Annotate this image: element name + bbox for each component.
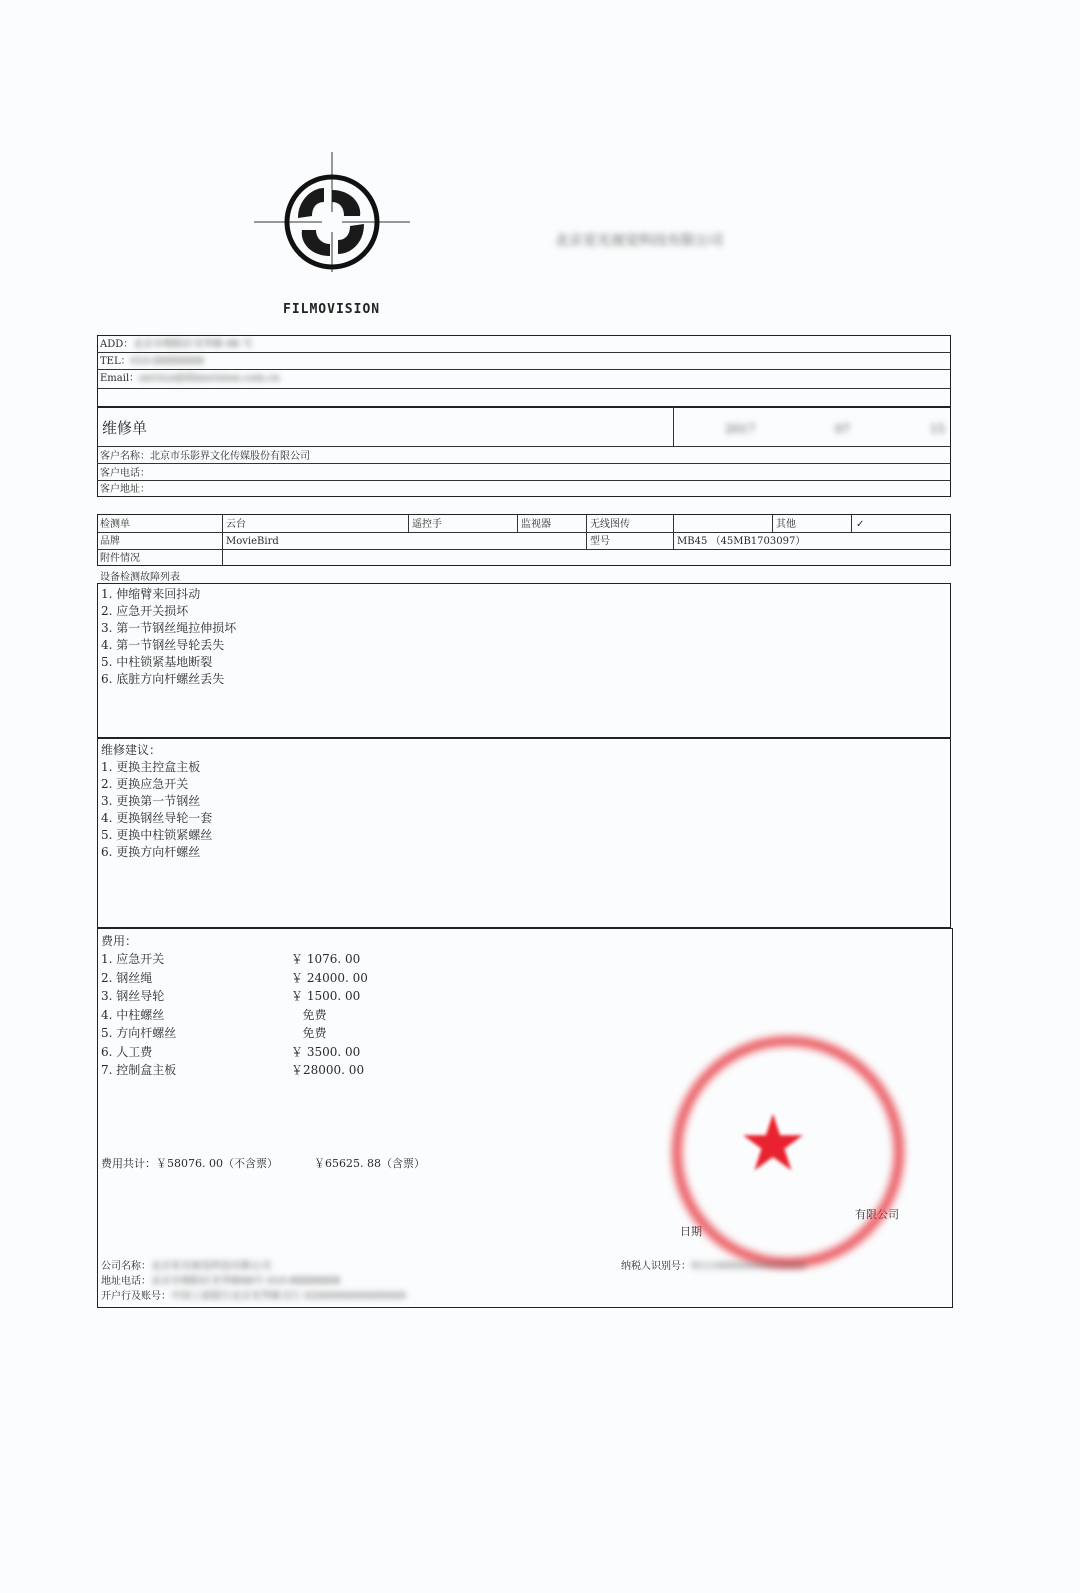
fee-row: 1. 应急开关 ￥ 1076. 00 — [101, 952, 361, 966]
company-logo — [252, 150, 412, 275]
checkmark: ✓ — [856, 519, 865, 530]
fees-total: 费用共计：￥58076. 00（不含票） ￥65625. 88（含票） — [101, 1157, 425, 1170]
footer-taxid: 纳税人识别号：911100000000000000 — [621, 1261, 806, 1272]
fee-row: 5. 方向杆螺丝 免费 — [101, 1026, 327, 1040]
filmovision-logo-mark — [252, 150, 412, 275]
brand-label: 品牌 — [100, 536, 120, 547]
diagnosis-item: 4. 第一节钢丝导轮丢失 — [101, 638, 225, 652]
fee-row: 4. 中柱螺丝 免费 — [101, 1007, 327, 1022]
signature-company: 有限公司 — [855, 1208, 899, 1221]
accessories-label: 附件情况 — [100, 553, 140, 564]
customer-phone-label: 客户电话： — [100, 468, 150, 479]
fee-row: 6. 人工费 ￥ 3500. 00 — [101, 1044, 361, 1059]
diagnosis-item: 2. 应急开关损坏 — [101, 604, 189, 618]
fee-row: 2. 钢丝绳 ￥ 24000. 00 — [101, 970, 368, 985]
model-label: 型号 — [590, 536, 610, 547]
page-title: 维修单 — [102, 419, 148, 437]
logo-text: FILMOVISION — [283, 302, 381, 317]
diagnosis-item: 1. 伸缩臂来回抖动 — [101, 587, 201, 601]
brand-value: MovieBird — [226, 536, 279, 547]
contact-tel: TEL：010-88888888 — [100, 356, 204, 367]
order-date: 2017 07 15 — [725, 422, 945, 436]
diagnosis-list — [101, 586, 236, 688]
repair-item: 1. 更换主控盒主板 — [101, 760, 201, 774]
footer-bank: 开户行及账号：中国工商银行北京光华路支行 0200000000000000 — [101, 1291, 406, 1302]
diagnosis-item: 3. 第一节钢丝绳拉伸损坏 — [101, 621, 237, 635]
repair-item: 6. 更换方向杆螺丝 — [101, 845, 201, 859]
customer-address-label: 客户地址： — [100, 484, 150, 495]
seal-star-icon: ★ — [738, 1099, 808, 1189]
repair-box — [97, 738, 951, 928]
contact-email: Email：service@filmovision.com.cn — [100, 373, 280, 384]
device-cell-4: 监视器 — [521, 519, 551, 530]
fee-row: 3. 钢丝导轮 ￥ 1500. 00 — [101, 989, 361, 1003]
repair-item: 3. 更换第一节钢丝 — [101, 794, 201, 808]
signature-date: 日期 — [680, 1225, 702, 1238]
model-value: MB45 （45MB1703097） — [677, 536, 806, 547]
repair-item: 4. 更换钢丝导轮一套 — [101, 811, 213, 825]
device-cell-1: 检测单 — [100, 519, 130, 530]
repair-heading: 维修建议： — [101, 743, 162, 757]
footer-address: 地址电话：北京市朝阳区光华路88号 010-88888888 — [101, 1276, 341, 1287]
device-cell-5: 无线图传 — [590, 519, 630, 530]
device-cell-2: 云台 — [226, 519, 246, 530]
repair-item: 5. 更换中柱锁紧螺丝 — [101, 828, 213, 842]
diagnosis-item: 5. 中柱锁紧基地断裂 — [101, 655, 213, 669]
diagnosis-item: 6. 底脏方向杆螺丝丢失 — [101, 672, 225, 686]
customer-name: 客户名称：北京市乐影界文化传媒股份有限公司 — [100, 451, 310, 462]
device-cell-7: 其他 — [776, 519, 796, 530]
footer-company: 公司名称：北京星光视觉科技有限公司 — [101, 1261, 271, 1272]
device-cell-3: 遥控手 — [412, 519, 442, 530]
diagnosis-heading: 设备检测故障列表 — [100, 572, 180, 583]
header-company-name: 北京星光视觉科技有限公司 — [555, 233, 723, 249]
repair-list — [101, 759, 212, 861]
fee-row: 7. 控制盒主板 ￥28000. 00 — [101, 1063, 365, 1077]
fees-heading: 费用： — [101, 934, 138, 948]
repair-item: 2. 更换应急开关 — [101, 777, 189, 791]
contact-add: ADD：北京市朝阳区光华路 88 号 — [100, 339, 253, 350]
fees-list — [101, 950, 368, 1080]
